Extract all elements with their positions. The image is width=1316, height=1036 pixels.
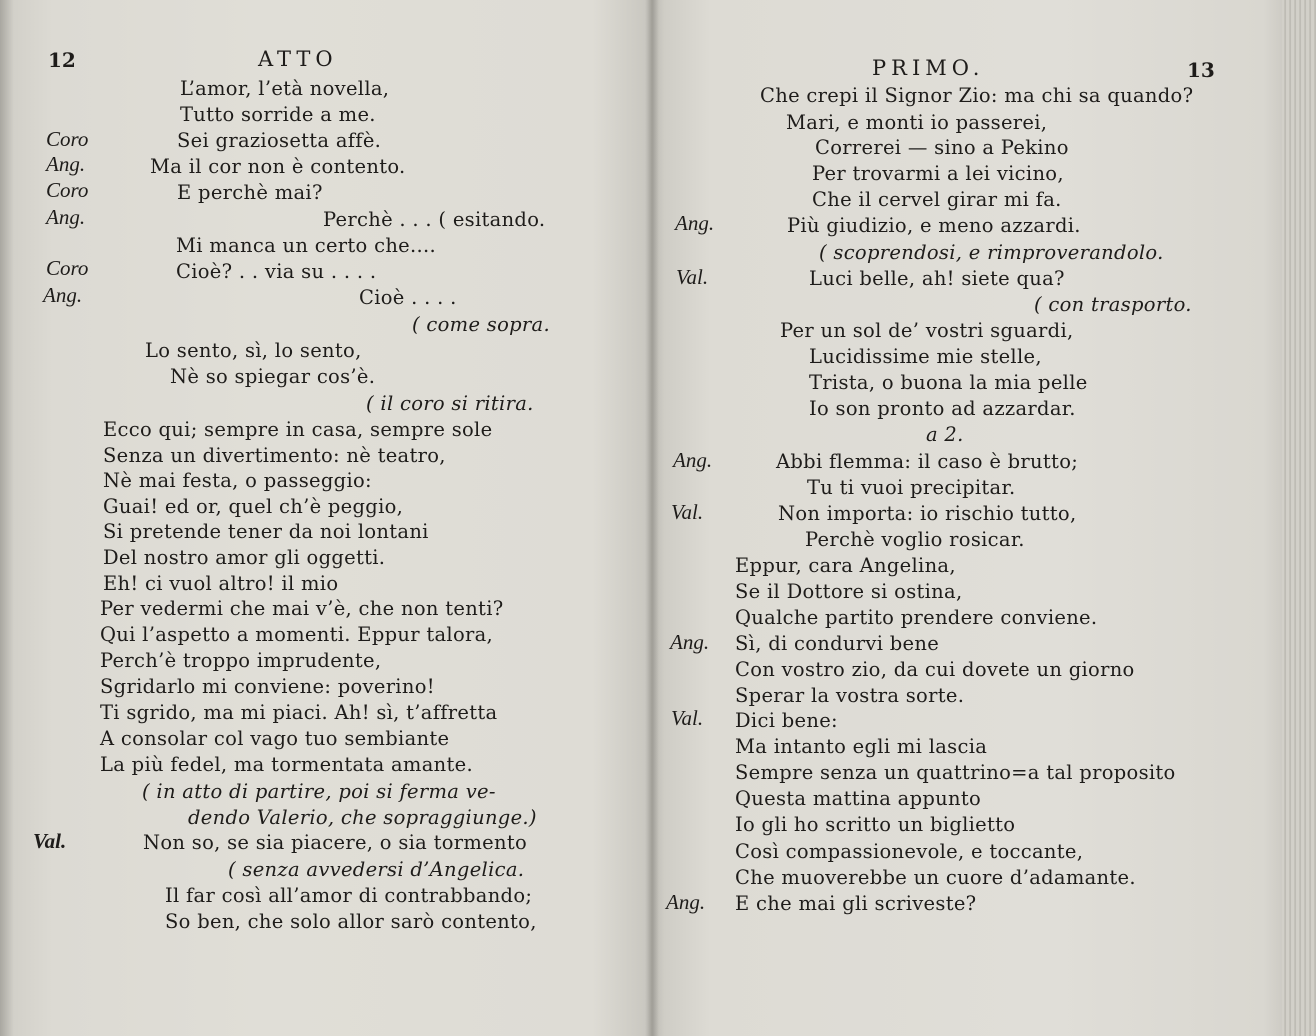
- text-line: Perch’è troppo imprudente,: [100, 649, 382, 672]
- stage-direction: a 2.: [926, 423, 964, 446]
- text-line: Per un sol de’ vostri sguardi,: [780, 319, 1074, 342]
- stage-direction: ( in atto di partire, poi si ferma ve-: [142, 780, 496, 803]
- stage-direction: ( senza avvedersi d’Angelica.: [228, 858, 525, 881]
- text-line: Eh! ci vuol altro! il mio: [103, 572, 339, 595]
- text-line: A consolar col vago tuo sembiante: [100, 727, 450, 750]
- page-number: 13: [1187, 58, 1215, 82]
- text-line: Perchè voglio rosicar.: [805, 528, 1025, 551]
- text-line: Luci belle, ah! siete qua?: [809, 267, 1065, 290]
- text-line: Per trovarmi a lei vicino,: [812, 162, 1064, 185]
- text-line: Eppur, cara Angelina,: [735, 554, 956, 577]
- text-line: Mi manca un certo che....: [176, 234, 437, 257]
- text-line: Trista, o buona la mia pelle: [809, 371, 1088, 394]
- text-line: Sempre senza un quattrino=a tal proposito: [735, 761, 1176, 784]
- text-line: Cioè . . . .: [359, 286, 457, 309]
- speaker-label: Coro: [46, 127, 89, 151]
- text-line: Il far così all’amor di contrabbando;: [165, 884, 533, 907]
- page-number: 12: [48, 48, 76, 72]
- text-line: Cioè? . . via su . . . .: [176, 260, 377, 283]
- text-line: Più giudizio, e meno azzardi.: [787, 214, 1081, 237]
- text-line: Tu ti vuoi precipitar.: [807, 476, 1016, 499]
- text-line: Dici bene:: [735, 709, 838, 732]
- text-line: Non importa: io rischio tutto,: [778, 502, 1077, 525]
- text-line: L’amor, l’età novella,: [180, 77, 390, 100]
- stage-direction: ( come sopra.: [412, 313, 550, 336]
- text-line: Guai! ed or, quel ch’è peggio,: [103, 495, 404, 518]
- text-line: E perchè mai?: [177, 181, 323, 204]
- text-line: Sperar la vostra sorte.: [735, 684, 965, 707]
- text-line: Io son pronto ad azzardar.: [809, 397, 1076, 420]
- text-line: Nè mai festa, o passeggio:: [103, 469, 372, 492]
- text-line: Correrei — sino a Pekino: [815, 136, 1069, 159]
- text-line: Senza un divertimento: nè teatro,: [103, 444, 446, 467]
- stage-direction: ( il coro si ritira.: [366, 392, 534, 415]
- speaker-label: Ang.: [675, 211, 715, 235]
- text-line: E che mai gli scriveste?: [735, 892, 977, 915]
- text-line: Con vostro zio, da cui dovete un giorno: [735, 658, 1135, 681]
- page-header: ATTO: [258, 47, 338, 71]
- speaker-label: Val.: [33, 829, 67, 853]
- speaker-label: Ang.: [673, 448, 713, 472]
- text-line: Lucidissime mie stelle,: [809, 345, 1042, 368]
- text-line: Ecco qui; sempre in casa, sempre sole: [103, 418, 493, 441]
- speaker-label: Val.: [676, 265, 709, 289]
- speaker-label: Ang.: [46, 205, 86, 229]
- text-line: Mari, e monti io passerei,: [786, 111, 1048, 134]
- text-line: So ben, che solo allor sarò contento,: [165, 910, 537, 933]
- text-line: Qui l’aspetto a momenti. Eppur talora,: [100, 623, 494, 646]
- text-line: Qualche partito prendere conviene.: [735, 606, 1098, 629]
- speaker-label: Ang.: [46, 152, 86, 176]
- speaker-label: Ang.: [670, 630, 710, 654]
- right-page: [659, 0, 1279, 1036]
- text-line: Ti sgrido, ma mi piaci. Ah! sì, t’affretta: [100, 701, 498, 724]
- text-line: Nè so spiegar cos’è.: [170, 365, 376, 388]
- text-line: Così compassionevole, e toccante,: [735, 840, 1084, 863]
- text-line: Se il Dottore si ostina,: [735, 580, 963, 603]
- text-line: Del nostro amor gli oggetti.: [103, 546, 386, 569]
- right-page-stack: [1282, 0, 1316, 1036]
- speaker-label: Val.: [671, 706, 704, 730]
- stage-direction: ( con trasporto.: [1034, 293, 1192, 316]
- text-line: Io gli ho scritto un biglietto: [735, 813, 1016, 836]
- text-line: Tutto sorride a me.: [180, 103, 376, 126]
- page-header: PRIMO.: [872, 56, 985, 80]
- text-line: Che il cervel girar mi fa.: [812, 188, 1062, 211]
- speaker-label: Coro: [46, 178, 89, 202]
- text-line: Lo sento, sì, lo sento,: [145, 339, 362, 362]
- speaker-label: Coro: [46, 256, 89, 280]
- text-line: Sgridarlo mi conviene: poverino!: [100, 675, 435, 698]
- text-line: Sei graziosetta affè.: [177, 129, 382, 152]
- stage-direction: dendo Valerio, che sopraggiunge.): [188, 806, 537, 829]
- text-line: Si pretende tener da noi lontani: [103, 520, 429, 543]
- speaker-label: Ang.: [43, 283, 83, 307]
- text-line: Ma il cor non è contento.: [150, 155, 406, 178]
- text-line: Non so, se sia piacere, o sia tormento: [143, 831, 528, 854]
- text-line: Che muoverebbe un cuore d’adamante.: [735, 866, 1136, 889]
- stage-direction: ( scoprendosi, e rimproverandolo.: [819, 241, 1164, 264]
- speaker-label: Ang.: [666, 890, 706, 914]
- text-line: La più fedel, ma tormentata amante.: [100, 753, 473, 776]
- text-line: Ma intanto egli mi lascia: [735, 735, 988, 758]
- text-line: Abbi flemma: il caso è brutto;: [776, 450, 1079, 473]
- book-gutter: [645, 0, 659, 1036]
- text-line: Sì, di condurvi bene: [735, 632, 940, 655]
- left-page: [0, 0, 645, 1036]
- speaker-label: Val.: [671, 500, 704, 524]
- text-line: Questa mattina appunto: [735, 787, 982, 810]
- text-line: Perchè . . . ( esitando.: [323, 208, 546, 231]
- text-line: Che crepi il Signor Zio: ma chi sa quando?: [760, 84, 1194, 107]
- text-line: Per vedermi che mai v’è, che non tenti?: [100, 597, 504, 620]
